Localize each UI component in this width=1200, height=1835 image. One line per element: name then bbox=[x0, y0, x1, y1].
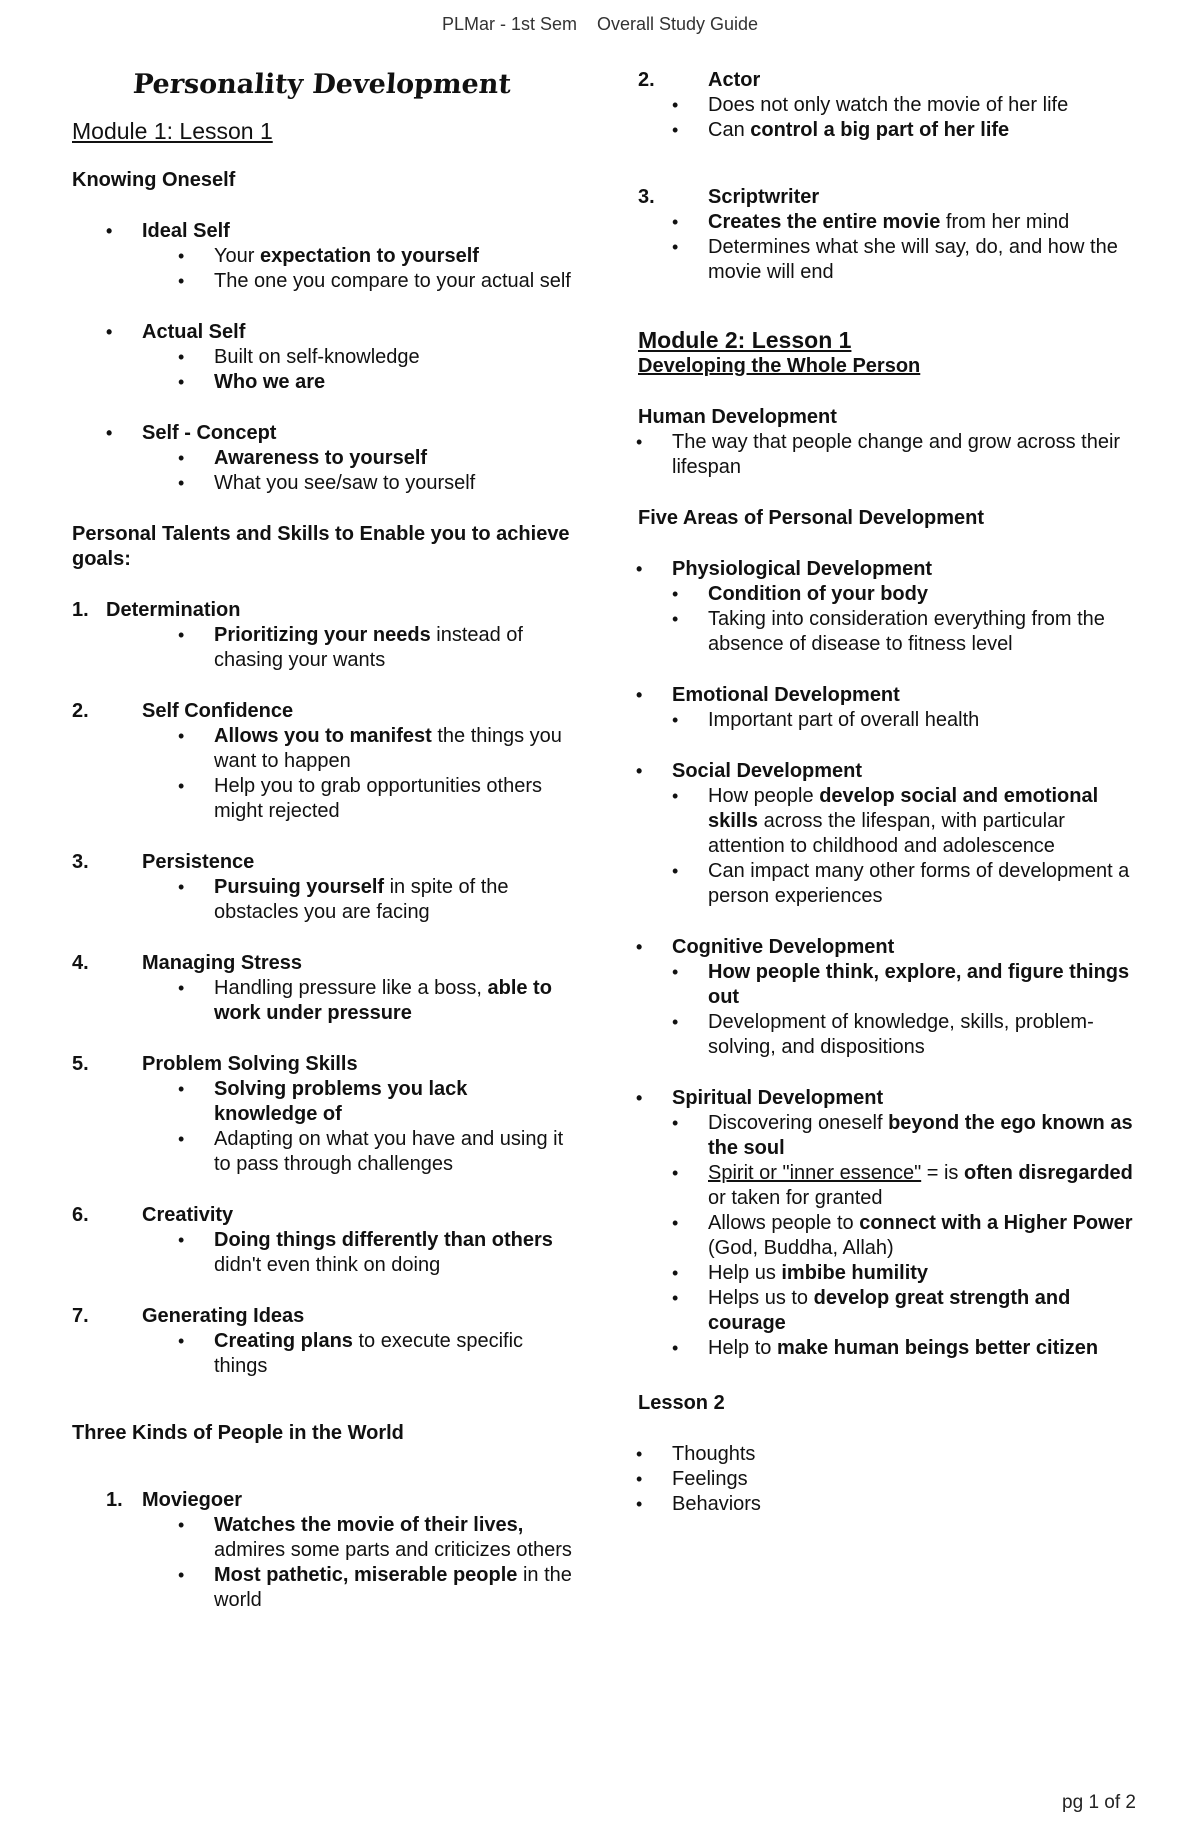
list-item: • Handling pressure like a boss, able to work under pressure bbox=[72, 976, 572, 1026]
list-item: • Can control a big part of her life bbox=[566, 118, 1138, 143]
list-item: • Feelings bbox=[602, 1467, 1138, 1492]
developing-whole-person-heading: Developing the Whole Person bbox=[638, 355, 921, 377]
talent-managing-stress: 4. Managing Stress bbox=[72, 952, 303, 974]
physiological-item: • Physiological Development bbox=[602, 557, 1138, 582]
list-item: • Built on self-knowledge bbox=[72, 345, 572, 370]
list-item: • Adapting on what you have and using it to pass through challenges bbox=[72, 1127, 572, 1177]
list-item: • Your expectation to yourself bbox=[72, 244, 572, 269]
list-item: • Development of knowledge, skills, problem-solving, and dispositions bbox=[566, 1010, 1138, 1060]
document-title: Personality Development bbox=[131, 69, 513, 100]
header-course: PLMar - 1st Sem bbox=[441, 14, 577, 34]
left-column bbox=[72, 68, 572, 1613]
self-concept-bullets bbox=[72, 446, 572, 496]
spiritual-item: • Spiritual Development bbox=[602, 1086, 1138, 1111]
header-guide: Overall Study Guide bbox=[596, 14, 759, 34]
list-item: • Help us imbibe humility bbox=[566, 1261, 1138, 1286]
page-header bbox=[0, 14, 1200, 35]
list-item: • Awareness to yourself bbox=[72, 446, 572, 471]
list-item: • How people think, explore, and figure things out bbox=[566, 960, 1138, 1010]
page-number: pg 1 of 2 bbox=[1062, 1792, 1136, 1813]
lesson-2-list bbox=[602, 1442, 1138, 1517]
list-item: • Allows you to manifest the things you want to happen bbox=[72, 724, 572, 774]
human-development-heading: Human Development bbox=[638, 406, 837, 428]
list-item: • Thoughts bbox=[602, 1442, 1138, 1467]
list-item: • Condition of your body bbox=[566, 582, 1138, 607]
talent-problem-solving: 5. Problem Solving Skills bbox=[72, 1053, 358, 1075]
list-item: • Most pathetic, miserable people in the world bbox=[72, 1563, 572, 1613]
emotional-item: • Emotional Development bbox=[602, 683, 1138, 708]
list-item: • Doing things differently than others didn't even think on doing bbox=[72, 1228, 572, 1278]
right-column bbox=[638, 68, 1138, 1517]
list-item: • Taking into consideration everything from the absence of disease to fitness level bbox=[566, 607, 1138, 657]
list-item: • Helps us to develop great strength and courage bbox=[566, 1286, 1138, 1336]
kind-moviegoer: 1. Moviegoer bbox=[106, 1489, 243, 1511]
list-item: • Important part of overall health bbox=[566, 708, 1138, 733]
list-item: • Behaviors bbox=[602, 1492, 1138, 1517]
actual-self-bullets bbox=[72, 345, 572, 395]
list-item: • Creates the entire movie from her mind bbox=[566, 210, 1138, 235]
talent-self-confidence: 2. Self Confidence bbox=[72, 700, 294, 722]
list-item: • Creating plans to execute specific things bbox=[72, 1329, 572, 1379]
five-areas-heading: Five Areas of Personal Development bbox=[638, 507, 985, 529]
social-item: • Social Development bbox=[602, 759, 1138, 784]
module-1-heading: Module 1: Lesson 1 bbox=[72, 118, 273, 144]
list-item: • Spirit or "inner essence" = is often disregarded or taken for granted bbox=[566, 1161, 1138, 1211]
list-item: • What you see/saw to yourself bbox=[72, 471, 572, 496]
list-item: • Help to make human beings better citizen bbox=[566, 1336, 1138, 1361]
talents-heading: Personal Talents and Skills to Enable you to achieve goals: bbox=[72, 523, 570, 570]
list-item: • Does not only watch the movie of her life bbox=[566, 93, 1138, 118]
kind-actor: 2. Actor bbox=[638, 69, 761, 91]
list-item: • Prioritizing your needs instead of chasing your wants bbox=[72, 623, 572, 673]
module-2-heading: Module 2: Lesson 1 bbox=[638, 327, 852, 353]
list-item: • Determines what she will say, do, and how the movie will end bbox=[566, 235, 1138, 285]
three-kinds-heading: Three Kinds of People in the World bbox=[72, 1422, 404, 1444]
list-item: • Discovering oneself beyond the ego known as the soul bbox=[566, 1111, 1138, 1161]
list-item: • Pursuing yourself in spite of the obstacles you are facing bbox=[72, 875, 572, 925]
knowing-oneself-heading: Knowing Oneself bbox=[72, 169, 236, 191]
talent-creativity: 6. Creativity bbox=[72, 1204, 234, 1226]
list-item: • Allows people to connect with a Higher Power (God, Buddha, Allah) bbox=[566, 1211, 1138, 1261]
list-item: • The way that people change and grow across their lifespan bbox=[602, 430, 1138, 480]
talent-determination: 1. Determination bbox=[72, 599, 241, 621]
list-item: • Solving problems you lack knowledge of bbox=[72, 1077, 572, 1127]
list-item: • Can impact many other forms of development a person experiences bbox=[566, 859, 1138, 909]
list-item: • Help you to grab opportunities others might rejected bbox=[72, 774, 572, 824]
list-item: • The one you compare to your actual self bbox=[72, 269, 572, 294]
actual-self-item: • Actual Self bbox=[72, 320, 572, 345]
kind-scriptwriter: 3. Scriptwriter bbox=[638, 186, 820, 208]
lesson-2-heading: Lesson 2 bbox=[638, 1392, 725, 1414]
self-list bbox=[72, 219, 572, 244]
list-item: • Who we are bbox=[72, 370, 572, 395]
cognitive-item: • Cognitive Development bbox=[602, 935, 1138, 960]
list-item: • How people develop social and emotional skills across the lifespan, with particular attention to childhood and adolescence bbox=[566, 784, 1138, 859]
talent-generating-ideas: 7. Generating Ideas bbox=[72, 1305, 305, 1327]
ideal-self-item: • Ideal Self bbox=[72, 219, 572, 244]
ideal-self-bullets bbox=[72, 244, 572, 294]
talent-persistence: 3. Persistence bbox=[72, 851, 255, 873]
self-concept-item: • Self - Concept bbox=[72, 421, 572, 446]
list-item: • Watches the movie of their lives, admires some parts and criticizes others bbox=[72, 1513, 572, 1563]
